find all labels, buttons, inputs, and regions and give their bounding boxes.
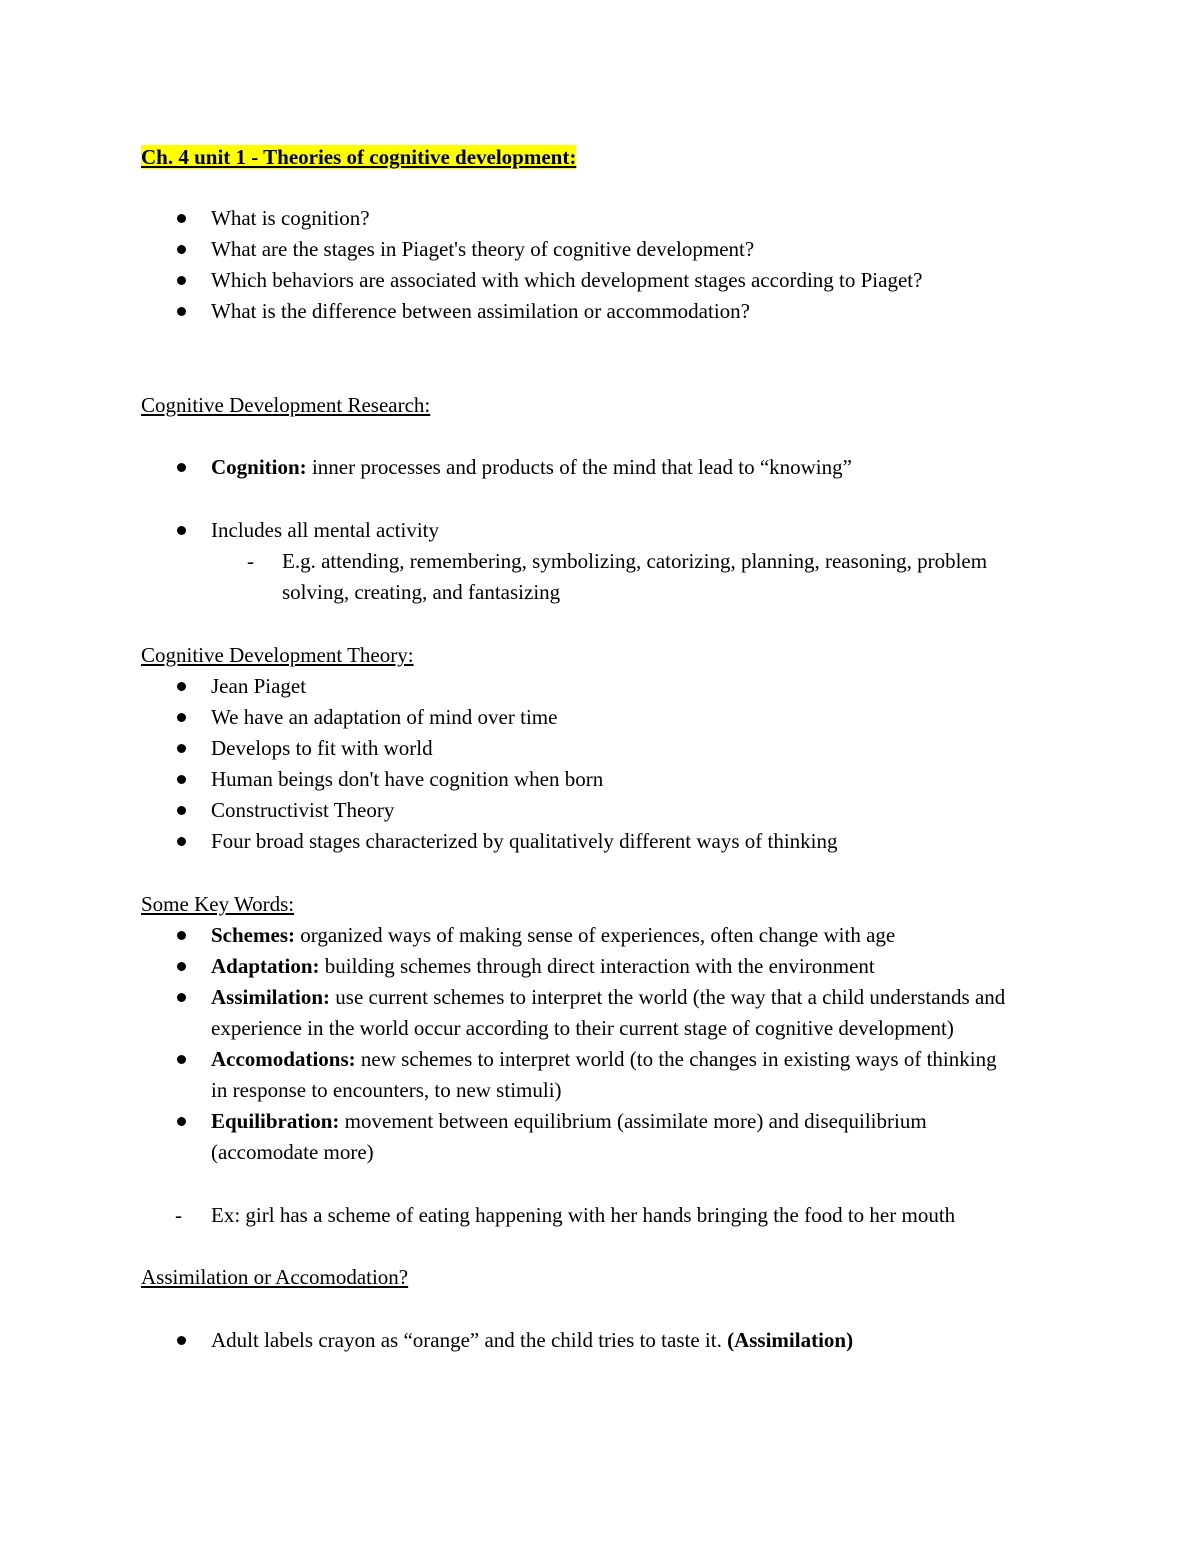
keyword-term: Schemes: bbox=[211, 923, 295, 947]
sub-item: - E.g. attending, remembering, symbolizing, catorizing, planning, reasoning, problem solving, creating, and fantasizing bbox=[0, 546, 1002, 608]
theory-list bbox=[0, 671, 1100, 857]
list-item: What is the difference between assimilation or accommodation? bbox=[0, 296, 1100, 327]
research-list bbox=[0, 452, 1100, 608]
list-item: Four broad stages characterized by qualitatively different ways of thinking bbox=[0, 826, 1100, 857]
list-item bbox=[0, 1044, 1011, 1106]
list-item: What are the stages in Piaget's theory of cognitive development? bbox=[0, 234, 1100, 265]
keyword-term: Adaptation: bbox=[211, 954, 320, 978]
list-item: Includes all mental activity - E.g. attending, remembering, symbolizing, catorizing, planning, reasoning, problem solving, creating, and fantasizing bbox=[0, 515, 1100, 608]
quiz-list bbox=[0, 1325, 1100, 1356]
example-dash: - bbox=[175, 1203, 182, 1227]
quiz-item-text: Adult labels crayon as “orange” and the child tries to taste it. bbox=[211, 1328, 728, 1352]
keyword-definition: building schemes through direct interaction with the environment bbox=[319, 954, 875, 978]
title-highlight: Ch. 4 unit 1 - Theories of cognitive development: bbox=[141, 145, 577, 169]
keyword-definition: use current schemes to interpret the world (the way that a child understands and experience in the world occur according to their current stage of cognitive development) bbox=[211, 985, 1006, 1040]
list-item: We have an adaptation of mind over time bbox=[0, 702, 1100, 733]
quiz-answer: (Assimilation) bbox=[727, 1328, 854, 1352]
cognition-term: Cognition: bbox=[211, 455, 307, 479]
list-item bbox=[0, 951, 1100, 982]
list-item: Constructivist Theory bbox=[0, 795, 1100, 826]
page-title bbox=[141, 142, 576, 173]
cognition-definition: inner processes and products of the mind that lead to “knowing” bbox=[306, 455, 852, 479]
keyword-definition: new schemes to interpret world (to the changes in existing ways of thinking in response to encounters, to new stimuli) bbox=[211, 1047, 997, 1102]
keyword-definition: organized ways of making sense of experiences, often change with age bbox=[294, 923, 896, 947]
keyword-definition: movement between equilibrium (assimilate more) and disequilibrium (accomodate more) bbox=[211, 1109, 927, 1164]
keyword-term: Assimilation: bbox=[211, 985, 331, 1009]
list-item: Human beings don't have cognition when born bbox=[0, 764, 1100, 795]
quiz-heading: Assimilation or Accomodation? bbox=[141, 1265, 409, 1289]
keywords-list bbox=[0, 920, 1100, 1168]
questions-list bbox=[0, 203, 1100, 327]
theory-heading: Cognitive Development Theory: bbox=[141, 643, 414, 667]
list-item: What is cognition? bbox=[0, 203, 1100, 234]
list-item: Jean Piaget bbox=[0, 671, 1100, 702]
research-heading: Cognitive Development Research: bbox=[141, 393, 431, 417]
keywords-heading: Some Key Words: bbox=[141, 892, 295, 916]
list-item bbox=[0, 1325, 1100, 1356]
list-item: Develops to fit with world bbox=[0, 733, 1100, 764]
example-line bbox=[0, 1200, 1200, 1231]
list-item bbox=[0, 920, 1100, 951]
keyword-term: Equilibration: bbox=[211, 1109, 340, 1133]
list-item bbox=[0, 1106, 1011, 1168]
example-text: Ex: girl has a scheme of eating happening with her hands bringing the food to her mouth bbox=[211, 1203, 956, 1227]
list-item: Which behaviors are associated with which development stages according to Piaget? bbox=[0, 265, 1100, 296]
list-item bbox=[0, 452, 1100, 483]
keyword-term: Accomodations: bbox=[211, 1047, 356, 1071]
list-item bbox=[0, 982, 1011, 1044]
